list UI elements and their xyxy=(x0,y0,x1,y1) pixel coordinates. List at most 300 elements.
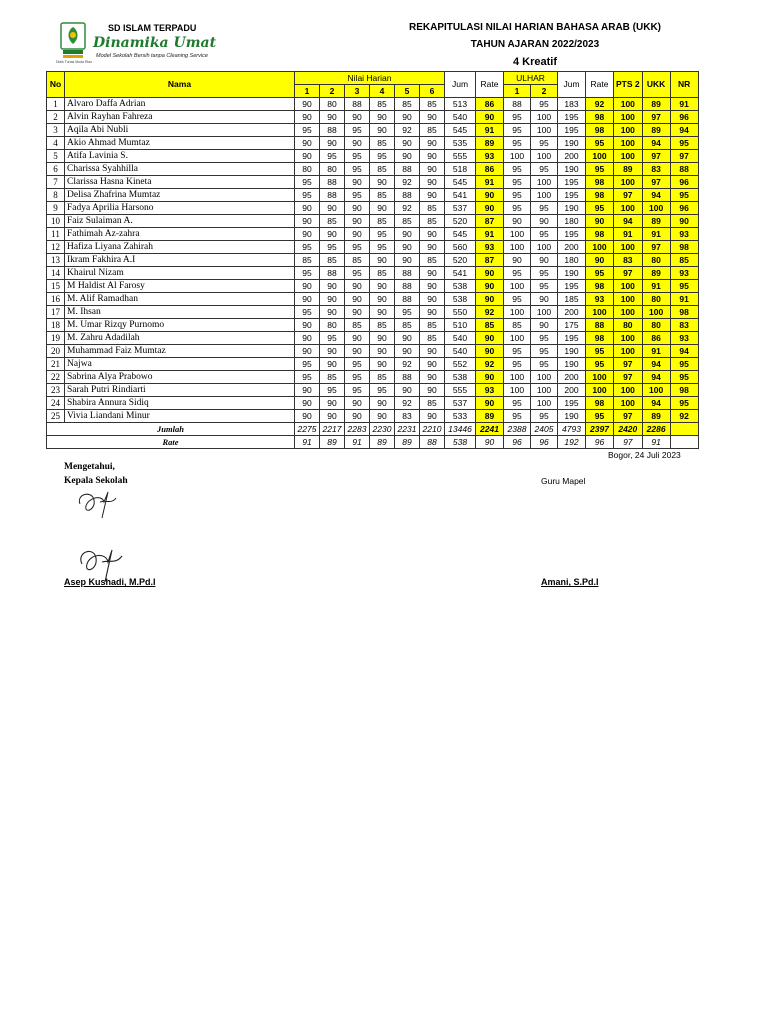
nh-score: 90 xyxy=(420,163,445,176)
nh-score: 90 xyxy=(320,228,345,241)
summary-rate2: 2397 xyxy=(586,423,614,436)
nr-cell: 95 xyxy=(670,358,698,371)
rate-cell: 90 xyxy=(476,371,504,384)
rate-cell: 90 xyxy=(476,293,504,306)
jum-cell: 540 xyxy=(445,111,476,124)
jum2-cell: 190 xyxy=(558,410,586,423)
row-no: 6 xyxy=(47,163,65,176)
rate-cell: 86 xyxy=(476,98,504,111)
ukk-cell: 97 xyxy=(642,241,670,254)
ulhar-score: 95 xyxy=(504,293,531,306)
rate-cell: 85 xyxy=(476,319,504,332)
jum-cell: 518 xyxy=(445,163,476,176)
report-date: Bogor, 24 Juli 2023 xyxy=(608,450,681,460)
rate-cell: 90 xyxy=(476,280,504,293)
jum-cell: 540 xyxy=(445,345,476,358)
row-no: 8 xyxy=(47,189,65,202)
table-row xyxy=(47,306,699,319)
nh-score: 90 xyxy=(345,280,370,293)
nh-score: 88 xyxy=(320,176,345,189)
row-no: 10 xyxy=(47,215,65,228)
nh-score: 90 xyxy=(320,306,345,319)
jum-cell: 545 xyxy=(445,176,476,189)
summary-ul: 96 xyxy=(531,436,558,449)
ulhar-score: 100 xyxy=(504,150,531,163)
nh-score: 88 xyxy=(320,189,345,202)
nh-score: 95 xyxy=(320,150,345,163)
principal-name: Asep Kushadi, M.Pd.I xyxy=(64,577,156,587)
summary-nr xyxy=(670,436,698,449)
row-no: 9 xyxy=(47,202,65,215)
header-nh-6: 6 xyxy=(420,85,445,98)
table-row xyxy=(47,397,699,410)
nh-score: 90 xyxy=(420,176,445,189)
nh-score: 95 xyxy=(345,358,370,371)
ulhar-score: 88 xyxy=(504,98,531,111)
nh-score: 95 xyxy=(345,267,370,280)
summary-nh: 91 xyxy=(345,436,370,449)
nh-score: 95 xyxy=(295,371,320,384)
rate2-cell: 95 xyxy=(586,137,614,150)
header-nh-3: 3 xyxy=(345,85,370,98)
nh-score: 90 xyxy=(295,215,320,228)
jum2-cell: 200 xyxy=(558,384,586,397)
nh-score: 90 xyxy=(320,345,345,358)
ulhar-score: 100 xyxy=(531,111,558,124)
nh-score: 90 xyxy=(370,410,395,423)
ulhar-score: 95 xyxy=(531,332,558,345)
student-name: Atifa Lavinia S. xyxy=(65,150,295,163)
header-nh-4: 4 xyxy=(370,85,395,98)
nh-score: 85 xyxy=(320,215,345,228)
nr-cell: 93 xyxy=(670,228,698,241)
summary-nh: 2230 xyxy=(370,423,395,436)
logo-tagline: Didik Tunas Muda Riau xyxy=(56,60,93,64)
summary-ul: 2388 xyxy=(504,423,531,436)
nh-score: 85 xyxy=(420,319,445,332)
ulhar-score: 95 xyxy=(531,345,558,358)
ulhar-score: 100 xyxy=(531,384,558,397)
nr-cell: 95 xyxy=(670,189,698,202)
summary-nh: 89 xyxy=(370,436,395,449)
student-name: Sabrina Alya Prabowo xyxy=(65,371,295,384)
nh-score: 95 xyxy=(295,267,320,280)
table-row xyxy=(47,215,699,228)
jum-cell: 533 xyxy=(445,410,476,423)
jum-cell: 513 xyxy=(445,98,476,111)
nh-score: 95 xyxy=(345,124,370,137)
nh-score: 95 xyxy=(295,189,320,202)
row-no: 17 xyxy=(47,306,65,319)
academic-year: TAHUN AJARAN 2022/2023 xyxy=(470,39,600,50)
summary-ul: 96 xyxy=(504,436,531,449)
nh-score: 90 xyxy=(295,332,320,345)
summary-nh: 91 xyxy=(295,436,320,449)
nh-score: 90 xyxy=(420,150,445,163)
pts2-cell: 100 xyxy=(614,176,643,189)
nh-score: 90 xyxy=(320,111,345,124)
pts2-cell: 100 xyxy=(614,150,643,163)
pts2-cell: 100 xyxy=(614,384,643,397)
jum-cell: 537 xyxy=(445,397,476,410)
summary-rate: 90 xyxy=(476,436,504,449)
nh-score: 95 xyxy=(345,241,370,254)
header-jum2: Jum xyxy=(558,72,586,98)
pts2-cell: 100 xyxy=(614,98,643,111)
ulhar-score: 95 xyxy=(531,98,558,111)
nh-score: 95 xyxy=(395,306,420,319)
jum2-cell: 190 xyxy=(558,163,586,176)
ulhar-score: 90 xyxy=(531,293,558,306)
school-name: Dinamika Umat xyxy=(93,35,217,51)
rate-row xyxy=(47,436,699,449)
summary-pts2: 97 xyxy=(614,436,643,449)
ulhar-score: 100 xyxy=(531,371,558,384)
jum-cell: 552 xyxy=(445,358,476,371)
nh-score: 80 xyxy=(295,163,320,176)
student-name: Hafiza Liyana Zahirah xyxy=(65,241,295,254)
nr-cell: 88 xyxy=(670,163,698,176)
nh-score: 95 xyxy=(295,124,320,137)
rate-cell: 86 xyxy=(476,163,504,176)
student-name: Ikram Fakhira A.I xyxy=(65,254,295,267)
summary-ul: 2405 xyxy=(531,423,558,436)
nr-cell: 96 xyxy=(670,176,698,189)
jum-cell: 545 xyxy=(445,124,476,137)
jumlah-row-label: Jumlah xyxy=(47,423,295,436)
nh-score: 85 xyxy=(420,124,445,137)
rate-cell: 93 xyxy=(476,384,504,397)
jum-cell: 541 xyxy=(445,189,476,202)
nh-score: 95 xyxy=(320,384,345,397)
student-name: M. Ihsan xyxy=(65,306,295,319)
rate2-cell: 95 xyxy=(586,267,614,280)
nr-cell: 97 xyxy=(670,150,698,163)
nh-score: 85 xyxy=(395,215,420,228)
pts2-cell: 100 xyxy=(614,397,643,410)
jum-cell: 540 xyxy=(445,332,476,345)
ulhar-score: 95 xyxy=(504,345,531,358)
summary-ukk: 2286 xyxy=(642,423,670,436)
nh-score: 88 xyxy=(395,189,420,202)
row-no: 7 xyxy=(47,176,65,189)
pts2-cell: 83 xyxy=(614,254,643,267)
ulhar-score: 100 xyxy=(504,306,531,319)
rate2-cell: 100 xyxy=(586,384,614,397)
row-no: 21 xyxy=(47,358,65,371)
nh-score: 85 xyxy=(420,332,445,345)
nh-score: 95 xyxy=(370,150,395,163)
nr-cell: 90 xyxy=(670,215,698,228)
jum2-cell: 195 xyxy=(558,124,586,137)
nr-cell: 98 xyxy=(670,241,698,254)
rate-cell: 90 xyxy=(476,202,504,215)
nh-score: 95 xyxy=(345,384,370,397)
row-no: 22 xyxy=(47,371,65,384)
ukk-cell: 97 xyxy=(642,176,670,189)
table-row xyxy=(47,319,699,332)
ulhar-score: 100 xyxy=(531,306,558,319)
rate-cell: 89 xyxy=(476,137,504,150)
nh-score: 90 xyxy=(345,228,370,241)
nh-score: 95 xyxy=(320,241,345,254)
nh-score: 90 xyxy=(395,228,420,241)
class-name: 4 Kreatif xyxy=(512,56,558,68)
nh-score: 95 xyxy=(295,306,320,319)
rate-cell: 89 xyxy=(476,410,504,423)
nh-score: 80 xyxy=(320,98,345,111)
rate2-cell: 98 xyxy=(586,111,614,124)
nh-score: 90 xyxy=(345,137,370,150)
ulhar-score: 95 xyxy=(504,410,531,423)
nh-score: 90 xyxy=(320,280,345,293)
jum-cell: 550 xyxy=(445,306,476,319)
summary-jum: 13446 xyxy=(445,423,476,436)
header-nh-2: 2 xyxy=(320,85,345,98)
header-nh-5: 5 xyxy=(395,85,420,98)
table-row xyxy=(47,98,699,111)
nh-score: 90 xyxy=(395,332,420,345)
nr-cell: 92 xyxy=(670,410,698,423)
ulhar-score: 95 xyxy=(504,358,531,371)
rate2-cell: 100 xyxy=(586,306,614,319)
nh-score: 95 xyxy=(345,150,370,163)
ulhar-score: 85 xyxy=(504,319,531,332)
nr-cell: 95 xyxy=(670,397,698,410)
ukk-cell: 100 xyxy=(642,384,670,397)
ulhar-score: 95 xyxy=(531,202,558,215)
ulhar-score: 95 xyxy=(531,137,558,150)
ulhar-score: 100 xyxy=(504,228,531,241)
student-name: Charissa Syahhilla xyxy=(65,163,295,176)
nh-score: 90 xyxy=(420,228,445,241)
ulhar-score: 95 xyxy=(504,267,531,280)
row-no: 2 xyxy=(47,111,65,124)
jum-cell: 537 xyxy=(445,202,476,215)
pts2-cell: 100 xyxy=(614,332,643,345)
nh-score: 85 xyxy=(370,189,395,202)
table-row xyxy=(47,293,699,306)
jum-cell: 560 xyxy=(445,241,476,254)
nh-score: 90 xyxy=(295,150,320,163)
jum-cell: 555 xyxy=(445,384,476,397)
table-row xyxy=(47,150,699,163)
rate-cell: 92 xyxy=(476,358,504,371)
report-title: REKAPITULASI NILAI HARIAN BAHASA ARAB (UKK) xyxy=(408,22,662,33)
rate2-cell: 98 xyxy=(586,332,614,345)
jum-cell: 535 xyxy=(445,137,476,150)
rate2-cell: 90 xyxy=(586,254,614,267)
ukk-cell: 80 xyxy=(642,319,670,332)
ukk-cell: 94 xyxy=(642,371,670,384)
ulhar-score: 90 xyxy=(531,254,558,267)
row-no: 1 xyxy=(47,98,65,111)
nh-score: 85 xyxy=(370,267,395,280)
jum-cell: 555 xyxy=(445,150,476,163)
jum2-cell: 190 xyxy=(558,345,586,358)
student-name: M Haldist Al Farosy xyxy=(65,280,295,293)
nh-score: 95 xyxy=(320,332,345,345)
principal-signature-small xyxy=(72,484,118,524)
nh-score: 85 xyxy=(395,98,420,111)
ulhar-score: 100 xyxy=(504,332,531,345)
table-row xyxy=(47,228,699,241)
ulhar-score: 100 xyxy=(531,241,558,254)
nh-score: 90 xyxy=(295,384,320,397)
nh-score: 95 xyxy=(345,163,370,176)
pts2-cell: 97 xyxy=(614,371,643,384)
jum-cell: 520 xyxy=(445,215,476,228)
pts2-cell: 97 xyxy=(614,189,643,202)
summary-ukk: 91 xyxy=(642,436,670,449)
rate2-cell: 98 xyxy=(586,189,614,202)
nh-score: 90 xyxy=(320,358,345,371)
row-no: 11 xyxy=(47,228,65,241)
nh-score: 90 xyxy=(420,189,445,202)
nh-score: 90 xyxy=(345,293,370,306)
nr-cell: 91 xyxy=(670,293,698,306)
table-row xyxy=(47,384,699,397)
rate-cell: 90 xyxy=(476,397,504,410)
pts2-cell: 100 xyxy=(614,202,643,215)
table-row xyxy=(47,332,699,345)
pts2-cell: 100 xyxy=(614,345,643,358)
student-name: Alvin Rayhan Fahreza xyxy=(65,111,295,124)
nh-score: 88 xyxy=(345,98,370,111)
jum2-cell: 183 xyxy=(558,98,586,111)
table-row xyxy=(47,137,699,150)
ulhar-score: 90 xyxy=(531,215,558,228)
nh-score: 90 xyxy=(295,98,320,111)
jum2-cell: 200 xyxy=(558,306,586,319)
pts2-cell: 100 xyxy=(614,124,643,137)
ukk-cell: 97 xyxy=(642,111,670,124)
header-ul-2: 2 xyxy=(531,85,558,98)
header-nilai-harian: Nilai Harian xyxy=(295,72,445,85)
rate-cell: 91 xyxy=(476,124,504,137)
row-no: 14 xyxy=(47,267,65,280)
pts2-cell: 100 xyxy=(614,111,643,124)
nr-cell: 95 xyxy=(670,371,698,384)
ukk-cell: 91 xyxy=(642,280,670,293)
student-name: Shabira Annura Sidiq xyxy=(65,397,295,410)
pts2-cell: 97 xyxy=(614,358,643,371)
ukk-cell: 94 xyxy=(642,397,670,410)
header-jum: Jum xyxy=(445,72,476,98)
row-no: 5 xyxy=(47,150,65,163)
acknowledged-label: Mengetahui, xyxy=(64,462,115,472)
ulhar-score: 95 xyxy=(531,280,558,293)
summary-nh: 89 xyxy=(320,436,345,449)
student-name: Delisa Zhafrina Mumtaz xyxy=(65,189,295,202)
nh-score: 90 xyxy=(295,111,320,124)
jum2-cell: 200 xyxy=(558,150,586,163)
nh-score: 95 xyxy=(370,228,395,241)
jum-cell: 520 xyxy=(445,254,476,267)
nh-score: 88 xyxy=(395,280,420,293)
nh-score: 90 xyxy=(370,397,395,410)
rate2-cell: 95 xyxy=(586,410,614,423)
nh-score: 90 xyxy=(420,241,445,254)
nr-cell: 91 xyxy=(670,98,698,111)
rate-row-label: Rate xyxy=(47,436,295,449)
nh-score: 88 xyxy=(395,371,420,384)
nh-score: 90 xyxy=(395,384,420,397)
nh-score: 92 xyxy=(395,358,420,371)
ulhar-score: 95 xyxy=(531,358,558,371)
ulhar-score: 90 xyxy=(504,215,531,228)
school-top: SD ISLAM TERPADU xyxy=(108,23,197,33)
nh-score: 90 xyxy=(320,202,345,215)
ukk-cell: 89 xyxy=(642,124,670,137)
nh-score: 90 xyxy=(370,202,395,215)
rate-cell: 92 xyxy=(476,306,504,319)
header-no: No xyxy=(47,72,65,98)
nr-cell: 83 xyxy=(670,319,698,332)
rate2-cell: 88 xyxy=(586,319,614,332)
nh-score: 85 xyxy=(370,137,395,150)
pts2-cell: 80 xyxy=(614,319,643,332)
ulhar-score: 95 xyxy=(504,163,531,176)
row-no: 24 xyxy=(47,397,65,410)
rate2-cell: 98 xyxy=(586,228,614,241)
table-row xyxy=(47,410,699,423)
jum-cell: 545 xyxy=(445,228,476,241)
nh-score: 95 xyxy=(295,241,320,254)
nh-score: 90 xyxy=(345,215,370,228)
nh-score: 90 xyxy=(395,150,420,163)
ukk-cell: 80 xyxy=(642,293,670,306)
row-no: 23 xyxy=(47,384,65,397)
nh-score: 90 xyxy=(370,293,395,306)
pts2-cell: 97 xyxy=(614,267,643,280)
school-slogan: Model Sekolah Bersih tanpa Cleaning Service xyxy=(96,53,208,59)
ulhar-score: 95 xyxy=(504,189,531,202)
ulhar-score: 90 xyxy=(531,319,558,332)
nh-score: 90 xyxy=(420,111,445,124)
ulhar-score: 95 xyxy=(531,267,558,280)
table-row xyxy=(47,124,699,137)
nh-score: 85 xyxy=(420,397,445,410)
student-name: Faiz Sulaiman A. xyxy=(65,215,295,228)
rate2-cell: 95 xyxy=(586,345,614,358)
table-row xyxy=(47,241,699,254)
table-row xyxy=(47,189,699,202)
nh-score: 90 xyxy=(345,111,370,124)
rate-cell: 91 xyxy=(476,176,504,189)
header-ul-1: 1 xyxy=(504,85,531,98)
ukk-cell: 97 xyxy=(642,150,670,163)
principal-label: Kepala Sekolah xyxy=(64,476,128,486)
nh-score: 90 xyxy=(420,267,445,280)
nh-score: 92 xyxy=(395,397,420,410)
nh-score: 88 xyxy=(395,267,420,280)
nh-score: 90 xyxy=(370,332,395,345)
nh-score: 90 xyxy=(420,345,445,358)
nh-score: 90 xyxy=(420,384,445,397)
nh-score: 90 xyxy=(420,358,445,371)
nh-score: 90 xyxy=(345,410,370,423)
summary-jum: 538 xyxy=(445,436,476,449)
nh-score: 90 xyxy=(345,332,370,345)
jum2-cell: 195 xyxy=(558,228,586,241)
summary-jum2: 192 xyxy=(558,436,586,449)
pts2-cell: 91 xyxy=(614,228,643,241)
ulhar-score: 100 xyxy=(531,124,558,137)
nr-cell: 98 xyxy=(670,306,698,319)
ukk-cell: 89 xyxy=(642,98,670,111)
nr-cell: 94 xyxy=(670,345,698,358)
